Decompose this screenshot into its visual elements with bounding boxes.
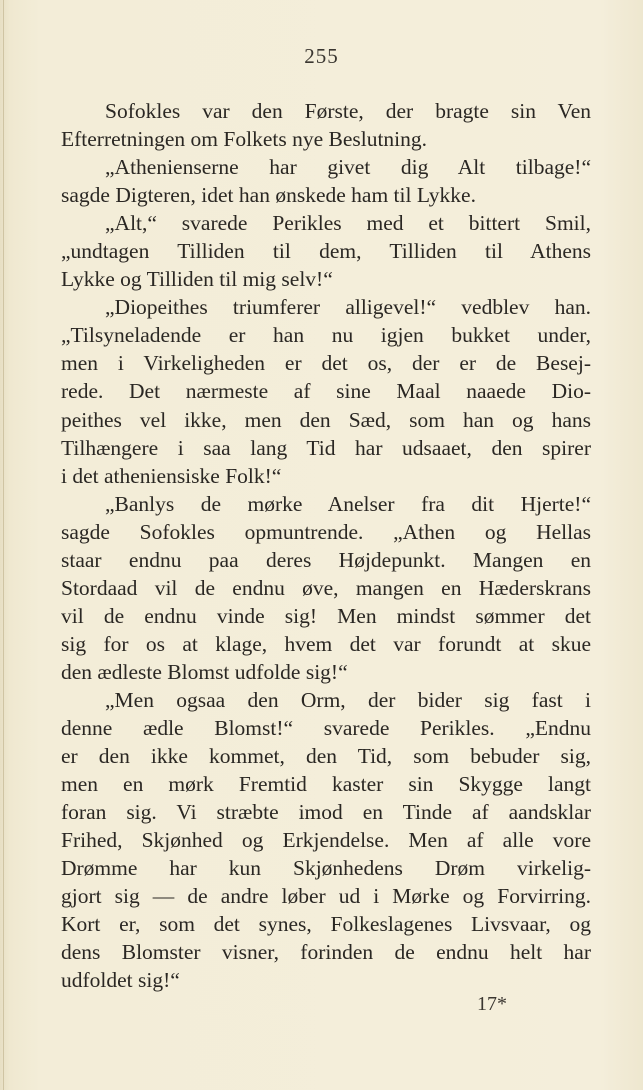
text-line: sig for os at klage, hvem det var forundt at skue — [61, 631, 591, 656]
text-line: i det atheniensiske Folk!“ — [61, 463, 282, 488]
text-line: udfoldet sig!“ — [61, 968, 180, 993]
text-line: „Diopeithes triumferer alligevel!“ vedblev han. — [105, 295, 591, 320]
text-line: „Athenienserne har givet dig Alt tilbage!“ — [105, 155, 591, 180]
page-edge-line — [3, 0, 4, 1090]
text-line: den ædleste Blomst udfolde sig!“ — [61, 659, 348, 684]
body-text — [61, 97, 591, 995]
text-line: er den ikke kommet, den Tid, som bebuder sig, — [61, 744, 591, 769]
text-line: sagde Digteren, idet han ønskede ham til Lykke. — [61, 183, 476, 208]
text-line: Efterretningen om Folkets nye Beslutning. — [61, 127, 428, 152]
text-line: Sofokles var den Første, der bragte sin Ven — [105, 99, 591, 123]
page-number: 255 — [304, 44, 339, 68]
text-line: „undtagen Tilliden til dem, Tilliden til Athens — [61, 239, 591, 264]
text-line: Tilhængere i saa lang Tid har udsaaet, den spirer — [61, 435, 591, 460]
text-line: „Men ogsaa den Orm, der bider sig fast i — [105, 687, 591, 712]
text-line: peithes vel ikke, men den Sæd, som han og hans — [61, 407, 591, 432]
signature-mark: 17* — [477, 993, 507, 1015]
text-line: Stordaad vil de endnu øve, mangen en Hæderskrans — [61, 575, 591, 600]
text-line: vil de endnu vinde sig! Men mindst sømmer det — [61, 603, 591, 628]
text-line: Lykke og Tilliden til mig selv!“ — [61, 267, 333, 292]
text-line: men en mørk Fremtid kaster sin Skygge langt — [61, 772, 591, 797]
text-line: dens Blomster visner, forinden de endnu helt har — [61, 940, 591, 965]
text-line: „Banlys de mørke Anelser fra dit Hjerte!“ — [105, 491, 591, 516]
text-line: „Tilsyneladende er han nu igjen bukket under, — [61, 323, 591, 348]
text-line: staar endnu paa deres Højdepunkt. Mangen en — [61, 547, 591, 572]
text-line: Frihed, Skjønhed og Erkjendelse. Men af alle vore — [61, 828, 591, 853]
text-line: foran sig. Vi stræbte imod en Tinde af aandsklar — [61, 800, 591, 825]
text-line: Kort er, som det synes, Folkeslagenes Livsvaar, og — [61, 912, 591, 937]
text-line: rede. Det nærmeste af sine Maal naaede Dio- — [61, 379, 591, 404]
text-line: gjort sig — de andre løber ud i Mørke og Forvirring. — [61, 884, 591, 909]
text-line: „Alt,“ svarede Perikles med et bittert Smil, — [105, 211, 591, 236]
text-line: Drømme har kun Skjønhedens Drøm virkelig- — [61, 856, 591, 881]
text-line: men i Virkeligheden er det os, der er de Besej- — [61, 351, 591, 376]
text-line: sagde Sofokles opmuntrende. „Athen og Hellas — [61, 519, 591, 544]
text-line: denne ædle Blomst!“ svarede Perikles. „Endnu — [61, 716, 591, 741]
